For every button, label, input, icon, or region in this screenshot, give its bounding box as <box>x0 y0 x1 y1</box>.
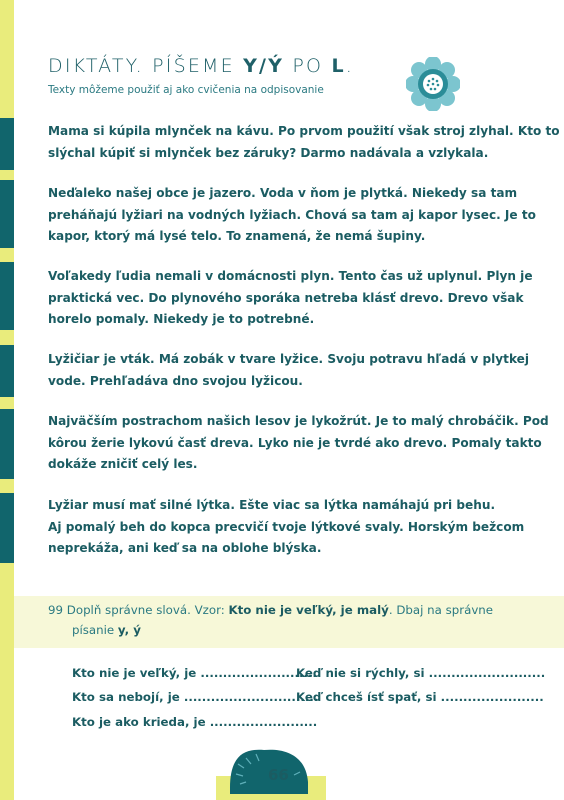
exercise-instruction-text: Doplň správne slová. Vzor: <box>66 603 229 617</box>
exercise-letters: y, ý <box>117 623 141 637</box>
text-line: Lyžiar musí mať silné lýtka. Ešte viac sa lýtka namáhajú pri behu. <box>48 498 496 512</box>
text-line: Mama si kúpila mlynček na kávu. Po prvom použití však stroj zlyhal. Kto to <box>48 124 560 138</box>
text-line: kapor, ktorý má lysé telo. To znamená, že nemá šupiny. <box>48 229 426 243</box>
fill-in-blank-3: Kto sa nebojí, je .............................. <box>72 690 319 704</box>
fill-in-blank-1: Kto nie je veľký, je .......................... <box>72 666 317 680</box>
text-line: kôrou žerie lykovú časť dreva. Lyko nie je tvrdé ako drevo. Pomaly takto <box>48 435 542 450</box>
text-line: Najväčším postrachom našich lesov je lykožrút. Je to malý chrobáčik. Pod <box>48 414 549 428</box>
exercise-instruction <box>48 600 493 640</box>
text-line: vode. Prehľadáva dno svojou lyžicou. <box>48 373 303 388</box>
flower-decoration-icon <box>406 57 460 111</box>
text-line: slýchal kúpiť si mlynček bez záruky? Darmo nadávala a vzlykala. <box>48 145 489 160</box>
margin-tab <box>0 493 14 563</box>
text-line: neprekáža, ani keď sa na oblohe blýska. <box>48 541 322 555</box>
dictation-paragraph-3 <box>48 266 533 331</box>
dictation-paragraph-4 <box>48 349 530 392</box>
margin-tab <box>0 345 14 397</box>
margin-tab <box>0 409 14 479</box>
exercise-instruction-text-2: . Dbaj na správne <box>388 603 494 617</box>
exercise-line2-prefix: písanie <box>72 623 118 637</box>
page-number: 66 <box>268 766 289 784</box>
title-strong-y: Y/Ý <box>243 55 285 77</box>
fill-in-blank-4: Keď chceš ísť spať, si ....................... <box>296 690 544 704</box>
text-line: Lyžičiar je vták. Má zobák v tvare lyžice. Svoju potravu hľadá v plytkej <box>48 352 530 366</box>
margin-tab <box>0 180 14 248</box>
margin-tab <box>0 118 14 170</box>
title-middle: PO <box>284 55 332 77</box>
page-subtitle: Texty môžeme použiť aj ako cvičenia na odpisovanie <box>48 84 324 96</box>
text-line: preháňajú lyžiari na vodných lyžiach. Chová sa tam aj kapor lysec. Je to <box>48 207 536 222</box>
exercise-number: 99 <box>48 603 64 617</box>
fill-in-blank-5: Kto je ako krieda, je ........................ <box>72 715 318 729</box>
title-strong-l: L <box>331 55 346 77</box>
title-suffix: . <box>345 55 354 77</box>
dictation-paragraph-6 <box>48 495 525 560</box>
text-line: Voľakedy ľudia nemali v domácnosti plyn. Tento čas už uplynul. Plyn je <box>48 269 533 283</box>
margin-tab <box>0 262 14 330</box>
fill-in-blank-2: Keď nie si rýchly, si .......................... <box>296 666 546 680</box>
text-line: praktická vec. Do plynového sporáka netreba klásť drevo. Drevo však <box>48 290 524 305</box>
text-line: Neďaleko našej obce je jazero. Voda v ňom je plytká. Niekedy sa tam <box>48 186 518 200</box>
text-line: dokáže zničiť celý les. <box>48 457 198 471</box>
title-prefix: DIKTÁTY. PÍŠEME <box>48 55 244 77</box>
dictation-paragraph-2 <box>48 183 536 248</box>
exercise-example: Kto nie je veľký, je malý <box>228 603 389 617</box>
dictation-paragraph-1 <box>48 121 560 164</box>
page-title <box>48 55 354 77</box>
text-line: Aj pomalý beh do kopca precvičí tvoje lýtkové svaly. Horským bežcom <box>48 519 525 534</box>
dictation-paragraph-5 <box>48 411 549 476</box>
text-line: horelo pomaly. Niekedy je to potrebné. <box>48 312 315 326</box>
